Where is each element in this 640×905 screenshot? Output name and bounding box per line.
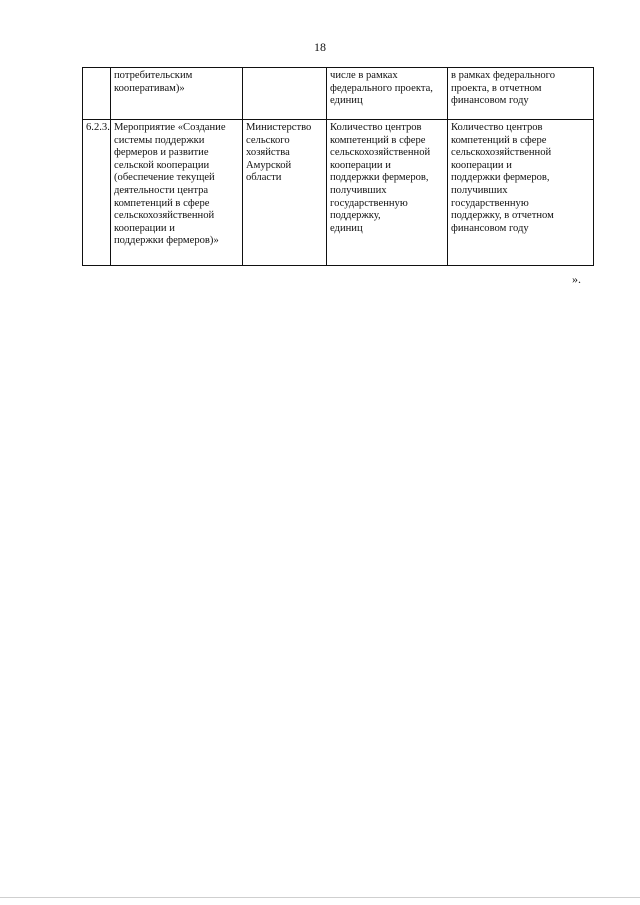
measures-table	[82, 67, 594, 266]
cell-indicator-value: в рамках федерального проекта, в отчетном финансовом году	[448, 68, 594, 120]
table-row	[83, 120, 594, 266]
page-number: 18	[314, 40, 326, 54]
closing-quote-mark: ».	[572, 272, 581, 286]
cell-measure-name: потребительским кооперативам)»	[111, 68, 243, 120]
scan-edge-line	[0, 897, 640, 898]
cell-indicator-value: Количество центров компетенций в сфере сельскохозяйственной кооперации и поддержки фермеров, получивших государственную поддержку, в отчетном финансовом году	[448, 120, 594, 266]
table-row	[83, 68, 594, 120]
cell-indicator: числе в рамках федерального проекта, единиц	[327, 68, 448, 120]
cell-indicator: Количество центров компетенций в сфере сельскохозяйственной кооперации и поддержки фермеров, получивших государственную поддержку, единиц	[327, 120, 448, 266]
cell-number: 6.2.3.	[83, 120, 111, 266]
cell-number	[83, 68, 111, 120]
cell-measure-name: Мероприятие «Создание системы поддержки фермеров и развитие сельской кооперации (обеспечение текущей деятельности центра компетенций в сфере сельскохозяйственной кооперации и поддержки фермеров)»	[111, 120, 243, 266]
cell-executor: Министерство сельского хозяйства Амурской области	[243, 120, 327, 266]
cell-executor	[243, 68, 327, 120]
